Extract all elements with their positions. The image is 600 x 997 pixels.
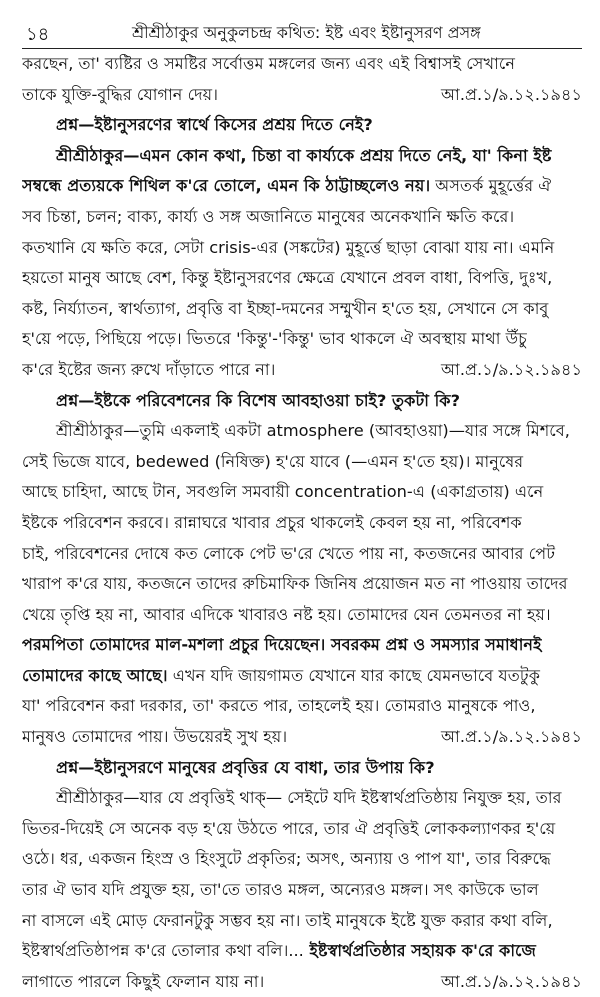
line-text: কতখানি যে ক্ষতি করে, সেটা crisis-এর (সঙ্কটের) মুহূর্ত্তে ছাড়া বোঝা যায় না। এমনি <box>22 237 555 257</box>
bold-text: তোমাদের কাছে আছে। <box>22 665 168 685</box>
text-line <box>22 233 582 264</box>
page-header <box>22 14 582 49</box>
line-text: এখন যদি জায়গামত যেখানে যার কাছে যেমনভাবে যতটুকু <box>167 665 541 685</box>
line-text: ইষ্টস্বার্থপ্রতিষ্ঠাপন্ন ক'রে তোলার কথা বলি।... <box>22 941 304 961</box>
text-line <box>22 141 582 172</box>
citation: আ.প্র.১/৯.১২.১৯৪১ <box>440 971 582 991</box>
line-text: আছে চাহিদা, আছে টান, সবগুলি সমবায়ী concentration-এ (একাগ্রতায়) এনে <box>22 482 544 502</box>
line-text: হ'য়ে পড়ে, পিছিয়ে পড়ে। ভিতরে 'কিন্তু'-'কিন্তু' ভাব থাকলে ঐ অবস্থায় মাথা উঁচু <box>22 329 527 349</box>
text-line <box>22 600 582 631</box>
citation: আ.প্র.১/৯.১২.১৯৪১ <box>440 359 582 379</box>
line-text: খেয়ে তৃপ্তি হয় না, আবার এদিকে খাবারও নষ্ট হয়। তোমাদের যেন তেমনতর না হয়। <box>22 604 551 624</box>
text-line <box>22 967 582 997</box>
text-line <box>22 202 582 233</box>
question-heading: প্রশ্ন—ইষ্টকে পরিবেশনের কি বিশেষ আবহাওয়া চাই? তুকটা কি? <box>56 390 460 410</box>
text-line <box>22 539 582 570</box>
line-text: কষ্ট, নির্য্যাতন, স্বার্থত্যাগ, প্রবৃত্তি বা ইচ্ছা-দমনের সম্মুখীন হ'তে হয়, সেখানে সে কাবু <box>22 298 549 318</box>
text-line <box>22 936 582 967</box>
line-text: অসতর্ক মুহূর্ত্তের ঐ <box>430 176 552 196</box>
line-text: করছেন, তা' ব্যষ্টির ও সমষ্টির সর্বোত্তম মঙ্গলের জন্য এবং এই বিশ্বাসই সেখানে <box>22 54 515 73</box>
line-text: যা' পরিবেশন করা দরকার, তা' করতে পার, তাহলেই হয়। তোমরাও মানুষকে পাও, <box>22 696 536 716</box>
text-line <box>22 722 582 753</box>
line-text: মানুষও তোমাদের পায়। উভয়েরই সুখ হয়। <box>22 727 288 747</box>
text-line <box>22 324 582 355</box>
line-text: খারাপ ক'রে যায়, কতজনে তাদের রুচিমাফিক জিনিষ প্রয়োজন মত না পাওয়ায় তাদের <box>22 574 568 594</box>
text-line <box>22 844 582 875</box>
text-line <box>22 691 582 722</box>
text-line <box>22 263 582 294</box>
text-line <box>22 416 582 447</box>
page-body <box>22 49 582 997</box>
bold-text: ইষ্টস্বার্থপ্রতিষ্ঠার সহায়ক ক'রে কাজে <box>303 941 537 961</box>
text-line <box>22 447 582 478</box>
text-line <box>22 355 582 386</box>
text-line <box>22 906 582 937</box>
page-number: ১৪ <box>26 24 50 45</box>
text-line <box>22 477 582 508</box>
text-line <box>22 49 582 80</box>
line-text: লাগাতে পারলে কিছুই ফেলান যায় না। <box>22 971 265 991</box>
text-line <box>22 875 582 906</box>
line-text: না বাসলে এই মোড় ফেরানটুকু সম্ভব হয় না। তাই মানুষকে ইষ্টে যুক্ত করার কথা বলি, <box>22 910 553 930</box>
text-line <box>22 508 582 539</box>
line-text: শ্রীশ্রীঠাকুর—এমন কোন কথা, চিন্তা বা কার্য্যকে প্রশ্রয় দিতে নেই, যা' কিনা ইষ্ট <box>56 145 552 165</box>
line-text: সেই ভিজে যাবে, bedewed (নিষিক্ত) হ'য়ে যাবে (—এমন হ'তে হয়)। মানুষের <box>22 451 524 471</box>
line-text: ভিতর-দিয়েই সে অনেক বড় হ'য়ে উঠতে পারে, তার ঐ প্রবৃত্তিই লোককল্যাণকর হ'য়ে <box>22 818 556 838</box>
bold-text: পরমপিতা তোমাদের মাল-মশলা প্রচুর দিয়েছেন। সবরকম প্রশ্ন ও সমস্যার সমাধানই <box>22 635 542 655</box>
text-line <box>22 814 582 845</box>
text-line <box>22 294 582 325</box>
line-text: ইষ্টকে পরিবেশন করবে। রান্নাঘরে খাবার প্রচুর থাকলেই কেবল হয় না, পরিবেশক <box>22 512 522 532</box>
bold-text: সম্বন্ধে প্রত্যয়কে শিথিল ক'রে তোলে, এমন কি ঠাট্টাচ্ছলেও নয়। <box>22 176 431 196</box>
running-title: শ্রীশ্রীঠাকুর অনুকুলচন্দ্র কথিত: ইষ্ট এবং ইষ্টানুসরণ প্রসঙ্গ <box>132 23 481 42</box>
line-text: ক'রে ইষ্টের জন্য রুখে দাঁড়াতে পারে না। <box>22 359 276 379</box>
line-text: তার ঐ ভাব যদি প্রযুক্ত হয়, তা'তে তারও মঙ্গল, অন্যেরও মঙ্গল। সৎ কাউকে ভাল <box>22 880 539 900</box>
citation: আ.প্র.১/৯.১২.১৯৪১ <box>440 727 582 747</box>
line-text: সব চিন্তা, চলন; বাক্য, কার্য্য ও সঙ্গ অজানিতে মানুষের অনেকখানি ক্ষতি করে। <box>22 206 515 226</box>
text-line <box>22 630 582 661</box>
line-text: ওঠে। ধর, একজন হিংস্র ও হিংসুটে প্রকৃতির; অসৎ, অন্যায় ও পাপ যা', তার বিরুদ্ধে <box>22 849 551 869</box>
question-heading: প্রশ্ন—ইষ্টানুসরণে মানুষের প্রবৃত্তির যে বাধা, তার উপায় কি? <box>56 757 435 777</box>
citation: আ.প্র.১/৯.১২.১৯৪১ <box>440 84 582 104</box>
line-text: শ্রীশ্রীঠাকুর—যার যে প্রবৃত্তিই থাক্— সেইটে যদি ইষ্টস্বার্থপ্রতিষ্ঠায় নিযুক্ত হয়, তার <box>56 788 562 808</box>
text-line <box>22 171 582 202</box>
text-line <box>22 783 582 814</box>
text-line <box>22 80 582 111</box>
line-text: শ্রীশ্রীঠাকুর—তুমি একলাই একটা atmosphere (আবহাওয়া)—যার সঙ্গে মিশবে, <box>56 421 570 441</box>
text-line <box>22 661 582 692</box>
question-heading: প্রশ্ন—ইষ্টানুসরণের স্বার্থে কিসের প্রশ্রয় দিতে নেই? <box>56 115 373 135</box>
line-text: তাকে যুক্তি-বুদ্ধির যোগান দেয়। <box>22 84 218 104</box>
line-text: চাই, পরিবেশনের দোষে কত লোকে পেট ভ'রে খেতে পায় না, কতজনের আবার পেট <box>22 543 556 563</box>
line-text: হয়তো মানুষ আছে বেশ, কিন্তু ইষ্টানুসরণের ক্ষেত্রে যেখানে প্রবল বাধা, বিপত্তি, দুঃখ, <box>22 268 553 288</box>
text-line <box>22 569 582 600</box>
